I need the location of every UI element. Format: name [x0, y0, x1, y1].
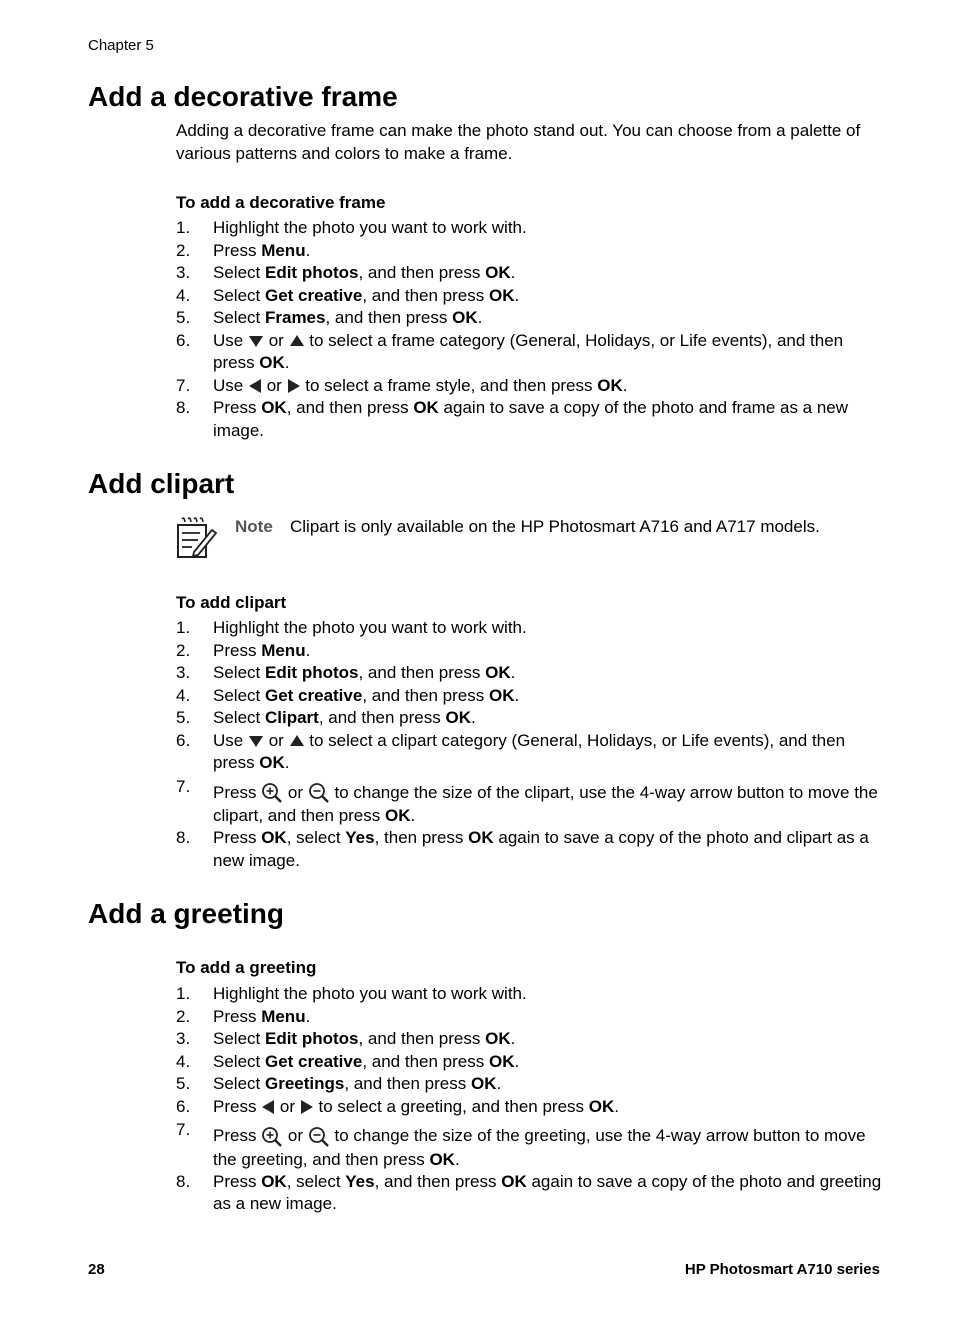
list-item: 3. Select Edit photos, and then press OK. [176, 1029, 516, 1048]
list-item: 2. Press Menu. [176, 1006, 311, 1026]
list-item: 5. Select Frames, and then press OK. [176, 308, 483, 327]
right-arrow-icon [287, 378, 301, 394]
zoom-in-icon [261, 1126, 283, 1148]
down-arrow-icon [248, 334, 264, 348]
product-name: HP Photosmart A710 series [684, 1261, 880, 1278]
list-item: 7. Use or to select a frame style, and then press OK. [176, 375, 628, 395]
list-item: 7. Press or to change the size of the greeting, use the 4-way arrow button to move the greeting, and then press OK. [176, 1120, 866, 1169]
clipart-subhead: To add clipart [176, 593, 287, 612]
frame-steps [176, 217, 884, 442]
note-icon [176, 516, 218, 565]
left-arrow-icon [248, 378, 262, 394]
up-arrow-icon [289, 334, 305, 348]
note-text: Clipart is only available on the HP Photosmart A716 and A717 models. [290, 517, 820, 536]
up-arrow-icon [289, 734, 305, 748]
list-item: 2. Press Menu. [176, 640, 311, 660]
list-item: 6. Press or to select a greeting, and then press OK. [176, 1096, 619, 1116]
zoom-in-icon [261, 782, 283, 804]
list-item: 5. Select Greetings, and then press OK. [176, 1074, 502, 1093]
zoom-out-icon [308, 782, 330, 804]
list-item: 7. Press or to change the size of the clipart, use the 4-way arrow button to move the clipart, and then press OK. [176, 776, 878, 826]
chapter-label: Chapter 5 [88, 37, 154, 54]
greeting-steps [176, 983, 884, 1216]
down-arrow-icon [248, 734, 264, 748]
left-arrow-icon [261, 1099, 275, 1115]
greeting-subhead: To add a greeting [176, 958, 317, 977]
zoom-out-icon [308, 1126, 330, 1148]
note-label: Note [235, 517, 273, 536]
frame-subhead: To add a decorative frame [176, 193, 386, 212]
list-item: 4. Select Get creative, and then press OK. [176, 1051, 520, 1071]
list-item: 8. Press OK, and then press OK again to save a copy of the photo and frame as a new image. [176, 398, 849, 440]
list-item: 3. Select Edit photos, and then press OK. [176, 663, 516, 682]
list-item: 1. Highlight the photo you want to work with. [176, 218, 527, 237]
section-title-greeting: Add a greeting [88, 898, 285, 929]
clipart-steps [176, 617, 884, 872]
page-number: 28 [88, 1261, 105, 1278]
list-item: 8. Press OK, select Yes, then press OK again to save a copy of the photo and clipart as a new image. [176, 828, 869, 870]
list-item: 2. Press Menu. [176, 240, 311, 260]
section-title-clipart: Add clipart [88, 468, 235, 499]
list-item: 4. Select Get creative, and then press OK. [176, 685, 520, 705]
list-item: 4. Select Get creative, and then press OK. [176, 285, 520, 305]
list-item: 3. Select Edit photos, and then press OK. [176, 263, 516, 282]
note-box [176, 516, 884, 564]
list-item: 1. Highlight the photo you want to work with. [176, 618, 527, 637]
frame-intro: Adding a decorative frame can make the photo stand out. You can choose from a palette of various patterns and colors to make a frame. [176, 121, 861, 163]
list-item: 8. Press OK, select Yes, and then press OK again to save a copy of the photo and greeting as a new image. [176, 1171, 882, 1214]
section-title-frame: Add a decorative frame [88, 81, 398, 112]
right-arrow-icon [300, 1099, 314, 1115]
list-item: 5. Select Clipart, and then press OK. [176, 708, 476, 727]
list-item: 6. Use or to select a clipart category (General, Holidays, or Life events), and then press OK. [176, 730, 846, 772]
list-item: 1. Highlight the photo you want to work with. [176, 984, 527, 1003]
list-item: 6. Use or to select a frame category (General, Holidays, or Life events), and then press OK. [176, 330, 844, 372]
